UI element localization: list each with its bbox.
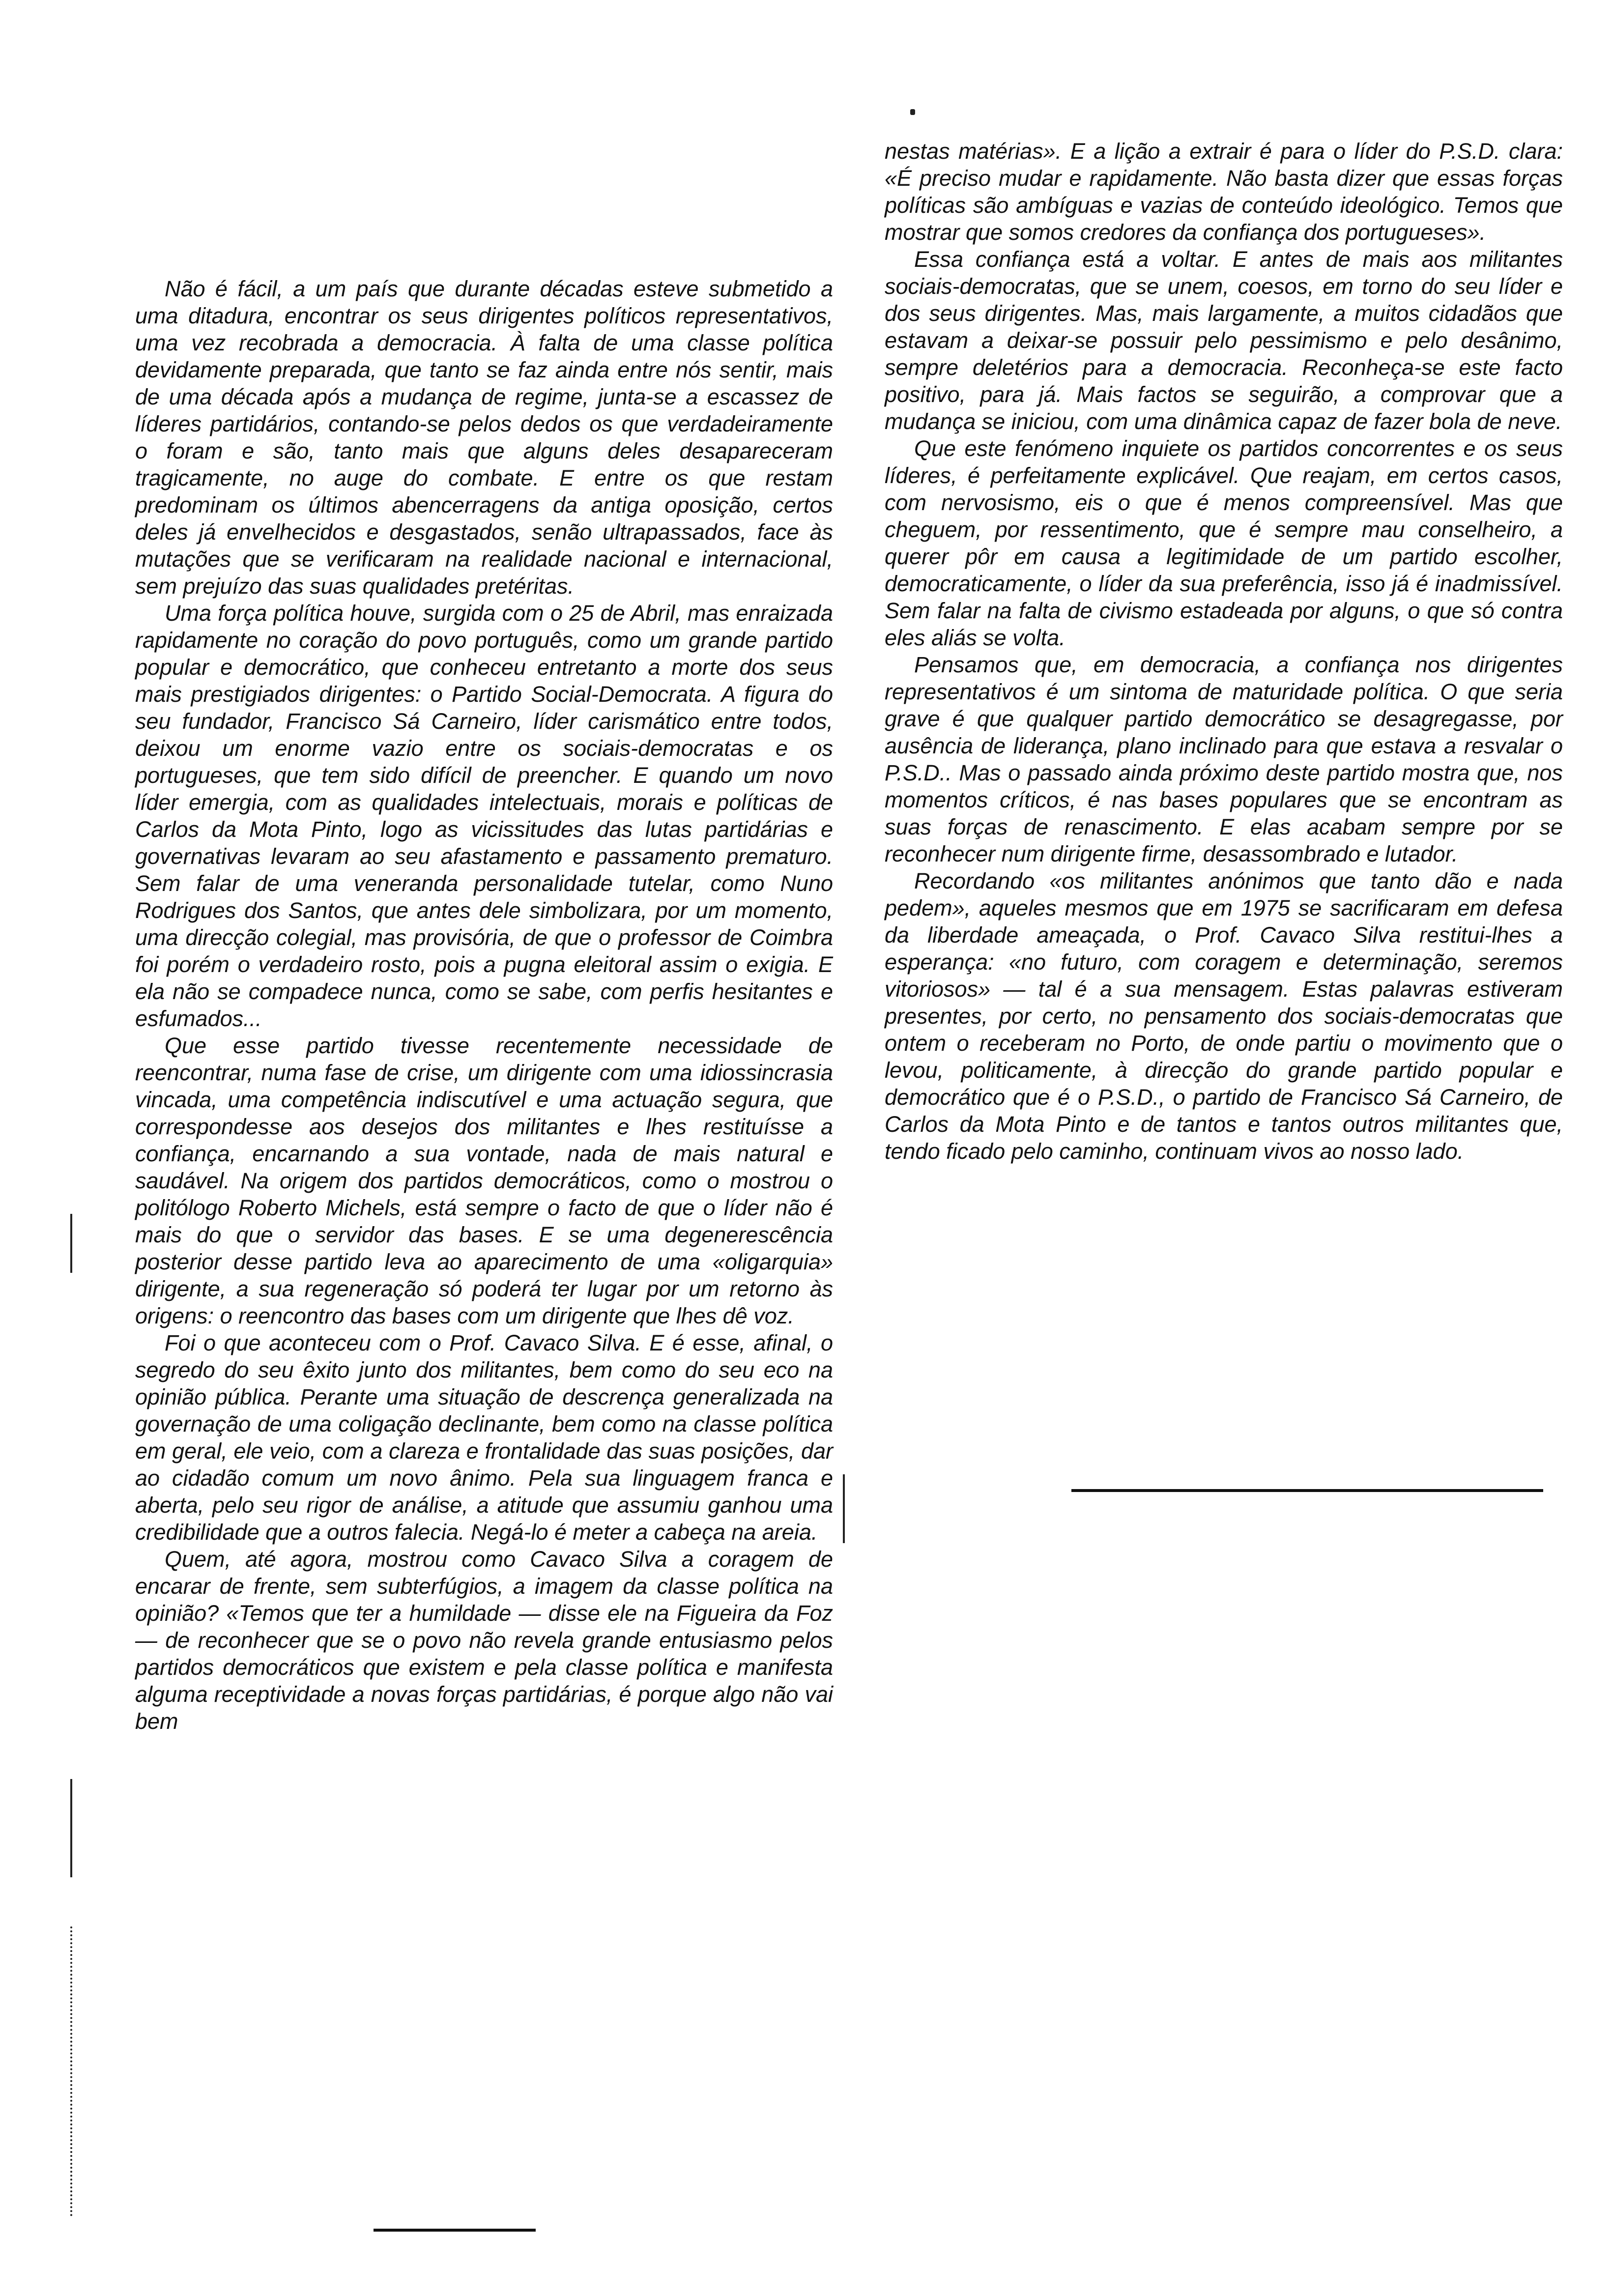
paragraph: Que esse partido tivesse recentemente necessidade de reencontrar, numa fase de crise, um dirigente com uma idiossincrasia vincada, uma competência indiscutível e uma actuação segura, que correspondesse aos desejos dos militantes e lhes restituísse a confiança, encarnando a sua vontade, nada de mais natural e saudável. Na origem dos partidos democráticos, como o mostrou o politólogo Roberto Michels, está sempre o facto de que o líder não é mais do que o servidor das bases. E se uma degenerescência posterior desse partido leva ao aparecimento de uma «oligarquia» dirigente, a sua regeneração só poderá ter lugar por um retorno às origens: o reencontro das bases com um dirigente que lhes dê voz. <box>135 1033 833 1328</box>
column-end-rule <box>374 2229 536 2232</box>
paragraph: Não é fácil, a um país que durante décadas esteve submetido a uma ditadura, encontrar os seus dirigentes políticos representativos, uma vez recobrada a democracia. À falta de uma classe política devidamente preparada, que tanto se faz ainda entre nós sentir, mais de uma década após a mudança de regime, junta-se a escassez de líderes partidários, contando-se pelos dedos os que verdadeiramente o foram e são, tanto mais que alguns deles desapareceram tragicamente, no auge do combate. E entre os que restam predominam os últimos abencerragens da antiga oposição, certos deles já envelhecidos e desgastados, senão ultrapassados, face às mutações que se verificaram na realidade nacional e internacional, sem prejuízo das suas qualidades pretéritas. <box>135 276 833 599</box>
paragraph: Essa confiança está a voltar. E antes de mais aos militantes sociais-democratas, que se unem, coesos, em torno do seu líder e dos seus dirigentes. Mas, mais largamente, a muitos cidadãos que estavam a deixar-se possuir pelo pessimismo e pelo desânimo, sempre deletérios para a democracia. Reconheça-se este facto positivo, para já. Mais factos se seguirão, a comprovar que a mudança se iniciou, com uma dinâmica capaz de fazer bola de neve. <box>885 247 1563 434</box>
article-column-left <box>135 275 833 1735</box>
print-mark <box>910 109 915 115</box>
margin-mark <box>70 1214 72 1273</box>
paragraph: Uma força política houve, surgida com o 25 de Abril, mas enraizada rapidamente no coração do povo português, como um grande partido popular e democrático, que conheceu entretanto a morte dos seus mais prestigiados dirigentes: o Partido Social-Democrata. A figura do seu fundador, Francisco Sá Carneiro, líder carismático entre todos, deixou um enorme vazio entre os sociais-democratas e os portugueses, que tem sido difícil de preencher. E quando um novo líder emergia, com as qualidades intelectuais, morais e políticas de Carlos da Mota Pinto, logo as vicissitudes das lutas partidárias e governativas levaram ao seu afastamento e passamento prematuro. Sem falar de uma veneranda personalidade tutelar, como Nuno Rodrigues dos Santos, que antes dele simbolizara, por um momento, uma direcção colegial, mas provisória, de que o professor de Coimbra foi porém o verdadeiro rosto, pois a pugna eleitoral assim o exigia. E ela não se compadece nunca, como se sabe, com perfis hesitantes e esfumados... <box>135 601 833 1031</box>
paragraph: Foi o que aconteceu com o Prof. Cavaco Silva. E é esse, afinal, o segredo do seu êxito junto dos militantes, bem como do seu eco na opinião pública. Perante uma situação de descrença generalizada na governação de uma coligação declinante, bem como na classe política em geral, ele veio, com a clareza e frontalidade das suas posições, dar ao cidadão comum um novo ânimo. Pela sua linguagem franca e aberta, pelo seu rigor de análise, a atitude que assumiu ganhou uma credibilidade que a outros falecia. Negá-lo é meter a cabeça na areia. <box>135 1330 833 1545</box>
paragraph: nestas matérias». E a lição a extrair é para o líder do P.S.D. clara: «É preciso mudar e rapidamente. Não basta dizer que essas forças políticas são ambíguas e vazias de conteúdo ideológico. Temos que mostrar que somos credores da confiança dos portugueses». <box>885 139 1563 245</box>
article-column-right <box>885 138 1563 1165</box>
paragraph: Que este fenómeno inquiete os partidos concorrentes e os seus líderes, é perfeitamente explicável. Que reajam, em certos casos, com nervosismo, eis o que é menos compreensível. Mas que cheguem, por ressentimento, que é sempre mau conselheiro, a querer pôr em causa a legitimidade de um partido escolher, democraticamente, o líder da sua preferência, isso já é inadmissível. Sem falar na falta de civismo estadeada por alguns, o que só contra eles aliás se volta. <box>885 436 1563 650</box>
paragraph: Pensamos que, em democracia, a confiança nos dirigentes representativos é um sintoma de maturidade política. O que seria grave é que qualquer partido democrático se desagregasse, por ausência de liderança, plano inclinado para que estava a resvalar o P.S.D.. Mas o passado ainda próximo deste partido mostra que, nos momentos críticos, é nas bases populares que se encontram as suas forças de renascimento. E elas acabam sempre por se reconhecer num dirigente firme, desassombrado e lutador. <box>885 652 1563 866</box>
margin-mark <box>70 1779 72 1877</box>
margin-mark <box>843 1474 845 1543</box>
margin-dotted-mark <box>70 1926 72 2216</box>
paragraph: Recordando «os militantes anónimos que tanto dão e nada pedem», aqueles mesmos que em 1975 se sacrificaram em defesa da liberdade ameaçada, o Prof. Cavaco Silva restitui-lhes a esperança: «no futuro, com coragem e determinação, seremos vitoriosos» — tal é a sua mensagem. Estas palavras estiveram presentes, por certo, no pensamento dos sociais-democratas que ontem o receberam no Porto, de onde partiu o movimento que o levou, politicamente, à direcção do grande partido popular e democrático que é o P.S.D., o partido de Francisco Sá Carneiro, de Carlos da Mota Pinto e de tantos e tantos outros militantes que, tendo ficado pelo caminho, continuam vivos ao nosso lado. <box>885 868 1563 1164</box>
paragraph: Quem, até agora, mostrou como Cavaco Silva a coragem de encarar de frente, sem subterfúgios, a imagem da classe política na opinião? «Temos que ter a humildade — disse ele na Figueira da Foz — de reconhecer que se o povo não revela grande entusiasmo pelos partidos democráticos que existem e pela classe política e manifesta alguma receptividade a novas forças partidárias, é porque algo não vai bem <box>135 1547 833 1734</box>
end-rule <box>1071 1489 1543 1492</box>
